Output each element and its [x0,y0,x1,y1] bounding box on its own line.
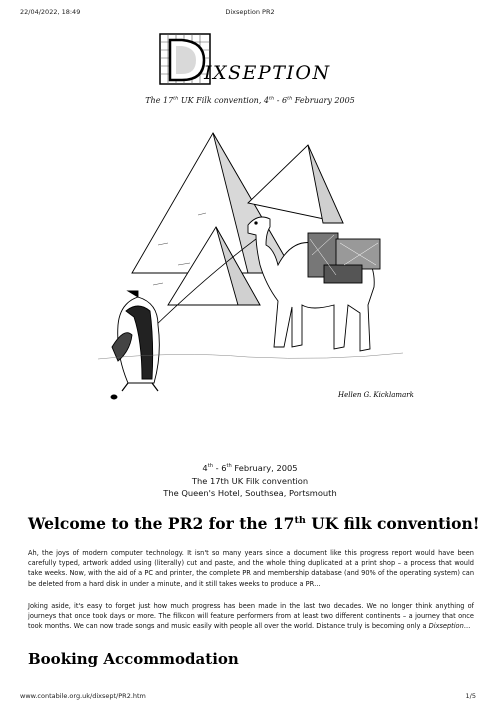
artist-signature: Hellen G. Kicklamark [338,391,414,399]
event-venue: The Queen's Hotel, Southsea, Portsmouth [163,488,337,498]
welcome-heading: Welcome to the PR2 for the 17th UK filk convention! [28,514,480,533]
dixseption-logo [158,32,340,86]
print-url: www.contabile.org.uk/dixsept/PR2.htm [20,692,146,700]
page-number: 1/5 [465,692,476,700]
print-datetime: 22/04/2022, 18:49 [20,8,81,16]
print-doc-title: Dixseption PR2 [225,8,275,16]
pyramids-camel-penguin-illustration [98,115,414,420]
logo-wordmark: IXSEPTION [204,62,331,84]
event-dates: 4th - 6th February, 2005 [202,463,298,473]
masthead-subtitle: The 17th UK Filk convention, 4th - 6th February 2005 [145,95,355,105]
penguin [111,291,159,399]
intro-paragraph-2: Joking aside, it's easy to forget just how much progress has been made in the last two decades. We no longer think anything of journeys that once took days or more. The filkcon will feature performers from at least two different continents – a journey that once took months. We can now trade songs and music easily with people all over the world. Distance truly is becoming only a Dixseption… [28,602,474,631]
booking-accommodation-heading: Booking Accommodation [28,650,239,668]
event-name: The 17th UK Filk convention [191,475,309,486]
event-info [0,462,500,500]
intro-paragraph-1: Ah, the joys of modern computer technology. It isn't so many years since a document like this progress report would have been carefully typed, artwork added using (literally) cut and paste, and the whole thing duplicated at a print shop – a process that would take weeks. Now, with the aid of a PC and printer, the complete PR and membership database (and 90% of the operating system) can be deleted from a hard disk in under a minute, and it still takes weeks to produce a PR… [28,549,474,588]
